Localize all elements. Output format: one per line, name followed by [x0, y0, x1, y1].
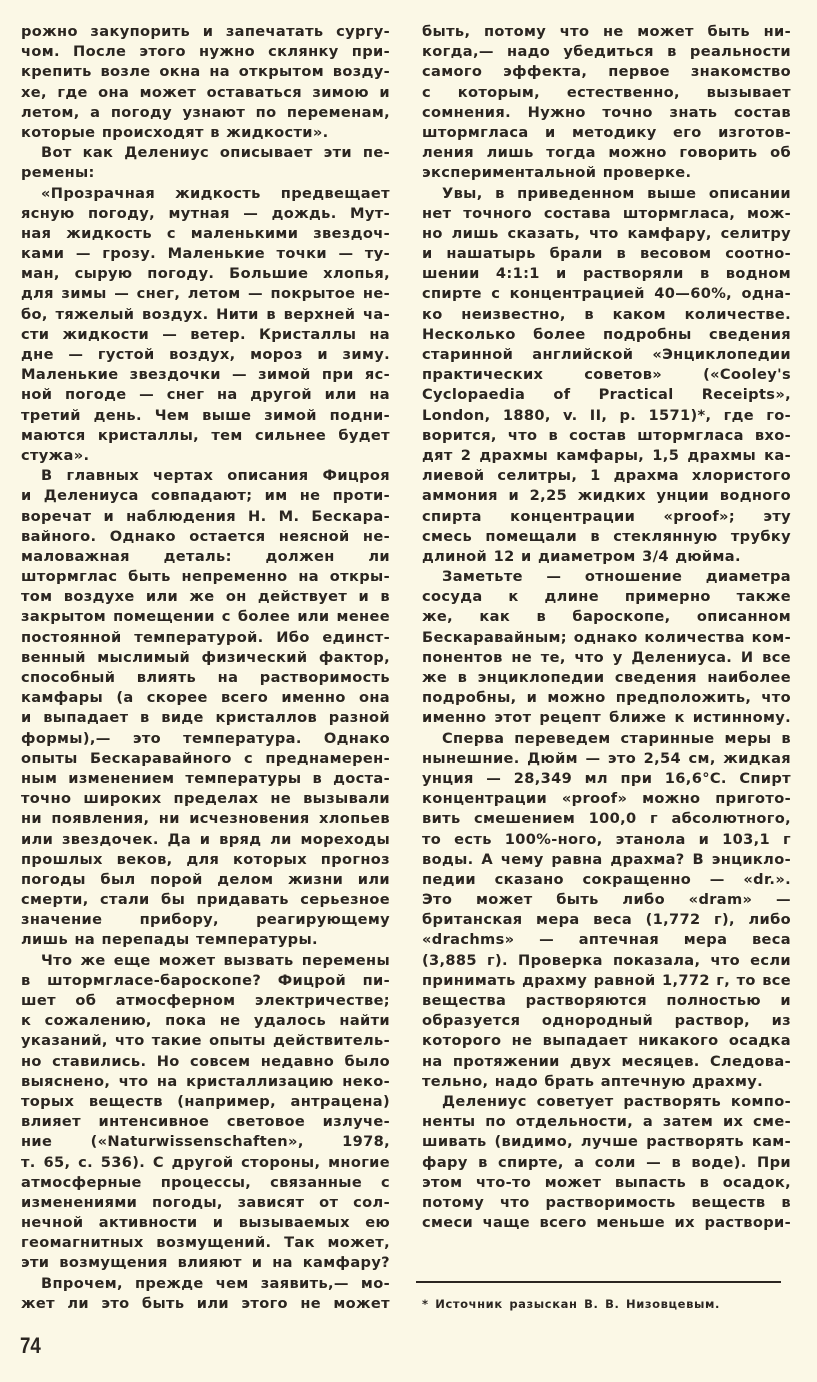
text-line: прошлых веков, для которых прогноз	[21, 850, 390, 868]
text-line: сомнения. Нужно точно знать состав	[422, 103, 791, 121]
text-line: формы),— это температура. Однако	[21, 729, 390, 747]
text-line: опыты Бескаравайного с преднамерен-	[21, 749, 390, 767]
text-line: Маленькие звездочки — зимой при яс-	[21, 366, 390, 384]
text-line: ным изменением температуры в доста-	[21, 769, 390, 787]
text-line: ремены:	[21, 164, 95, 182]
text-line: эти возмущения влияют и на камфару?	[21, 1254, 390, 1272]
text-line: образуется однородный раствор, из	[422, 1012, 791, 1030]
text-line: на протяжении двух месяцев. Следова-	[422, 1052, 791, 1070]
text-line: постоянной температурой. Ибо единст-	[21, 628, 390, 646]
text-line: ворится, что в состав штормгласа вхо-	[422, 426, 791, 444]
text-line: Впрочем, прежде чем заявить,— мо-	[41, 1274, 390, 1292]
text-line: сти жидкости — ветер. Кристаллы на	[21, 325, 390, 343]
text-line: потому что растворимость веществ в	[422, 1193, 791, 1211]
text-line: но лишь сказать, что камфару, селитру	[422, 224, 791, 242]
text-line: Увы, в приведенном выше описании	[442, 184, 791, 202]
text-line: камфары (а скорее всего именно она	[21, 689, 390, 707]
text-line: экспериментальной проверке.	[422, 164, 692, 182]
text-line: ления лишь тогда можно говорить об	[422, 144, 791, 162]
text-line: (3,885 г). Проверка показала, что если	[422, 951, 791, 969]
text-line: Это может быть либо «dram» —	[422, 891, 791, 909]
text-line: же в энциклопедии сведения наиболее	[422, 669, 791, 686]
text-line: для зимы — снег, летом — покрытое не-	[21, 285, 390, 303]
text-line: Cyclopaedia of Practical Receipts»,	[422, 386, 791, 404]
text-line: закрытом помещении с более или менее	[21, 608, 390, 626]
text-line: и нашатырь брали в весовом соотно-	[422, 245, 791, 263]
text-line: «Прозрачная жидкость предвещает	[41, 184, 390, 202]
text-line: британская мера веса (1,772 г), либо	[422, 911, 791, 929]
text-line: вещества растворяются полностью и	[422, 992, 791, 1009]
text-line: воречат и наблюдения Н. М. Бескара-	[21, 507, 390, 525]
text-line: или звездочек. Да и вряд ли мореходы	[21, 830, 390, 848]
text-line: унция — 28,349 мл при 16,6°C. Спирт	[422, 769, 791, 787]
text-line: указаний, что такие опыты действитель-	[21, 1032, 390, 1050]
right-column	[422, 22, 791, 1233]
text-line: венный мыслимый физический фактор,	[21, 648, 390, 666]
text-line: смерти, стали бы придавать серьезное	[21, 891, 390, 909]
text-line: ясную погоду, мутная — дождь. Мут-	[21, 204, 390, 222]
text-line: т. 65, с. 536). С другой стороны, многие	[21, 1153, 390, 1171]
text-line: шет об атмосферном электричестве;	[21, 992, 390, 1009]
text-line: вить смешением 100,0 г абсолютного,	[422, 810, 791, 828]
text-line: ко неизвестно, в каком количестве.	[422, 305, 791, 323]
text-line: Несколько более подробны сведения	[422, 325, 791, 343]
text-line: шивать (видимо, лучше растворять кам-	[422, 1133, 791, 1151]
text-line: хе, где она может оставаться зимою и	[21, 83, 390, 101]
text-line: ной погоде — снег на другой или на	[21, 386, 390, 404]
text-line: подробны, и можно предположить, что	[422, 689, 791, 707]
text-line: лиевой селитры, 1 драхма хлористого	[422, 467, 791, 485]
text-line: педии сказано сокращенно — «dr.».	[422, 870, 791, 888]
text-line: спирте с концентрацией 40—60%, одна-	[422, 285, 791, 303]
text-line: ками — грозу. Маленькие точки — ту-	[21, 245, 390, 263]
text-line: торых веществ (например, антрацена)	[21, 1092, 390, 1110]
text-line: рожно закупорить и запечатать сургу-	[21, 23, 390, 40]
text-line: дят 2 драхмы камфары, 1,5 драхмы ка-	[422, 446, 791, 464]
text-line: практических советов» («Cooley's	[422, 366, 791, 384]
text-line: ненты по отдельности, а затем их сме-	[422, 1113, 791, 1131]
text-line: смеси чаще всего меньше их раствори-	[422, 1214, 791, 1232]
text-line: аммония и 2,25 жидких унции водного	[422, 487, 791, 505]
text-line: нечной активности и вызываемых ею	[21, 1214, 390, 1232]
text-line: том воздухе или же он действует и в	[21, 588, 390, 606]
text-line: штормглас быть непременно на откры-	[21, 568, 390, 586]
text-line: Делениус советует растворять компо-	[442, 1092, 791, 1110]
text-line: ман, сырую погоду. Большие хлопья,	[21, 265, 390, 283]
text-line: нет точного состава штормгласа, мож-	[422, 204, 791, 222]
text-line: Бескаравайным; однако количества ком-	[422, 628, 791, 646]
text-line: ние («Naturwissenschaften», 1978,	[21, 1133, 390, 1151]
left-column	[21, 22, 390, 1314]
text-line: спирта концентрации «proof»; эту	[422, 507, 791, 525]
text-line: Заметьте — отношение диаметра	[442, 568, 791, 586]
text-line: которого не выпадает никакого осадка	[422, 1032, 791, 1050]
text-line: маловажная деталь: должен ли	[21, 547, 390, 565]
text-line: третий день. Чем выше зимой подни-	[21, 406, 390, 424]
text-line: которые происходят в жидкости».	[21, 123, 329, 141]
text-line: с которым, естественно, вызывает	[422, 83, 791, 101]
text-line: фару в спирте, а соли — в воде). При	[422, 1153, 791, 1171]
text-line: чом. После этого нужно склянку при-	[21, 43, 390, 61]
text-line: Что же еще может вызвать перемены	[41, 951, 390, 969]
text-line: крепить возле окна на открытом возду-	[21, 63, 390, 81]
text-line: ная жидкость с маленькими звездоч-	[21, 224, 390, 242]
text-line: бо, тяжелый воздух. Нити в верхней ча-	[21, 305, 390, 323]
text-line: то есть 100%-ного, этанола и 103,1 г	[422, 830, 791, 848]
text-line: стужа».	[21, 446, 90, 464]
text-line: но ставились. Но совсем недавно было	[21, 1052, 390, 1070]
text-line: длиной 12 и диаметром 3/4 дюйма.	[422, 547, 741, 565]
text-line: когда,— надо убедиться в реальности	[422, 43, 791, 61]
text-line: изменениями погоды, зависят от сол-	[21, 1193, 390, 1211]
text-line: погоды был порой делом жизни или	[21, 870, 390, 888]
text-line: Сперва переведем старинные меры в	[442, 729, 791, 747]
text-line: старинной английской «Энциклопедии	[422, 346, 791, 363]
text-line: тельно, надо брать аптечную драхму.	[422, 1072, 763, 1090]
footnote-divider	[416, 1281, 781, 1283]
text-line: атмосферные процессы, связанные с	[21, 1173, 390, 1191]
text-line: в штормгласе-бароскопе? Фицрой пи-	[21, 971, 390, 989]
text-line: понентов не те, что у Делениуса. И все	[422, 648, 791, 666]
text-line: ни появления, ни исчезновения хлопьев	[21, 810, 390, 828]
text-line: Вот как Делениус описывает эти пе-	[41, 144, 390, 162]
text-line: London, 1880, v. II, p. 1571)*, где го-	[422, 406, 791, 424]
text-line: же, как в бароскопе, описанном	[422, 608, 791, 626]
text-line: значение прибору, реагирующему	[21, 911, 390, 929]
text-line: и выпадает в виде кристаллов разной	[21, 709, 390, 727]
text-line: точно широких пределах не вызывали	[21, 790, 390, 808]
text-line: концентрации «proof» можно пригото-	[422, 790, 791, 808]
text-line: летом, а погоду узнают по переменам,	[21, 103, 390, 121]
text-line: выяснено, что на кристаллизацию неко-	[21, 1072, 390, 1090]
text-line: и Делениуса совпадают; им не проти-	[21, 487, 390, 505]
text-line: влияет интенсивное световое излуче-	[21, 1113, 390, 1131]
text-line: лишь на перепады температуры.	[21, 931, 318, 949]
text-line: вайного. Однако остается неясной не-	[21, 527, 390, 545]
text-line: быть, потому что не может быть ни-	[422, 23, 791, 40]
text-line: дне — густой воздух, мороз и зиму.	[21, 346, 390, 363]
text-line: сосуда к длине примерно также	[422, 588, 791, 606]
text-line: именно этот рецепт ближе к истинному.	[422, 709, 791, 727]
page-number: 74	[20, 1333, 41, 1358]
text-line: способный влиять на растворимость	[21, 669, 390, 686]
text-line: к сожалению, пока не удалось найти	[21, 1012, 390, 1030]
text-line: нынешние. Дюйм — это 2,54 см, жидкая	[422, 749, 791, 767]
text-line: воды. А чему равна драхма? В энцикло-	[422, 850, 791, 868]
text-line: шении 4:1:1 и растворяли в водном	[422, 265, 791, 283]
text-line: маются кристаллы, тем сильнее будет	[21, 426, 390, 444]
footnote: * Источник разыскан В. В. Низовцевым.	[422, 1297, 720, 1311]
text-line: этом что-то может выпасть в осадок,	[422, 1173, 791, 1191]
text-line: «drachms» — аптечная мера веса	[422, 931, 791, 949]
text-line: принимать драхму равной 1,772 г, то все	[422, 971, 791, 989]
text-line: самого эффекта, первое знакомство	[422, 63, 791, 81]
text-line: смесь помещали в стеклянную трубку	[422, 527, 791, 545]
text-line: геомагнитных возмущений. Так может,	[21, 1234, 390, 1252]
text-line: В главных чертах описания Фицроя	[41, 467, 390, 485]
text-line: штормгласа и методику его изготов-	[422, 123, 791, 141]
text-line: жет ли это быть или этого не может	[21, 1294, 390, 1312]
